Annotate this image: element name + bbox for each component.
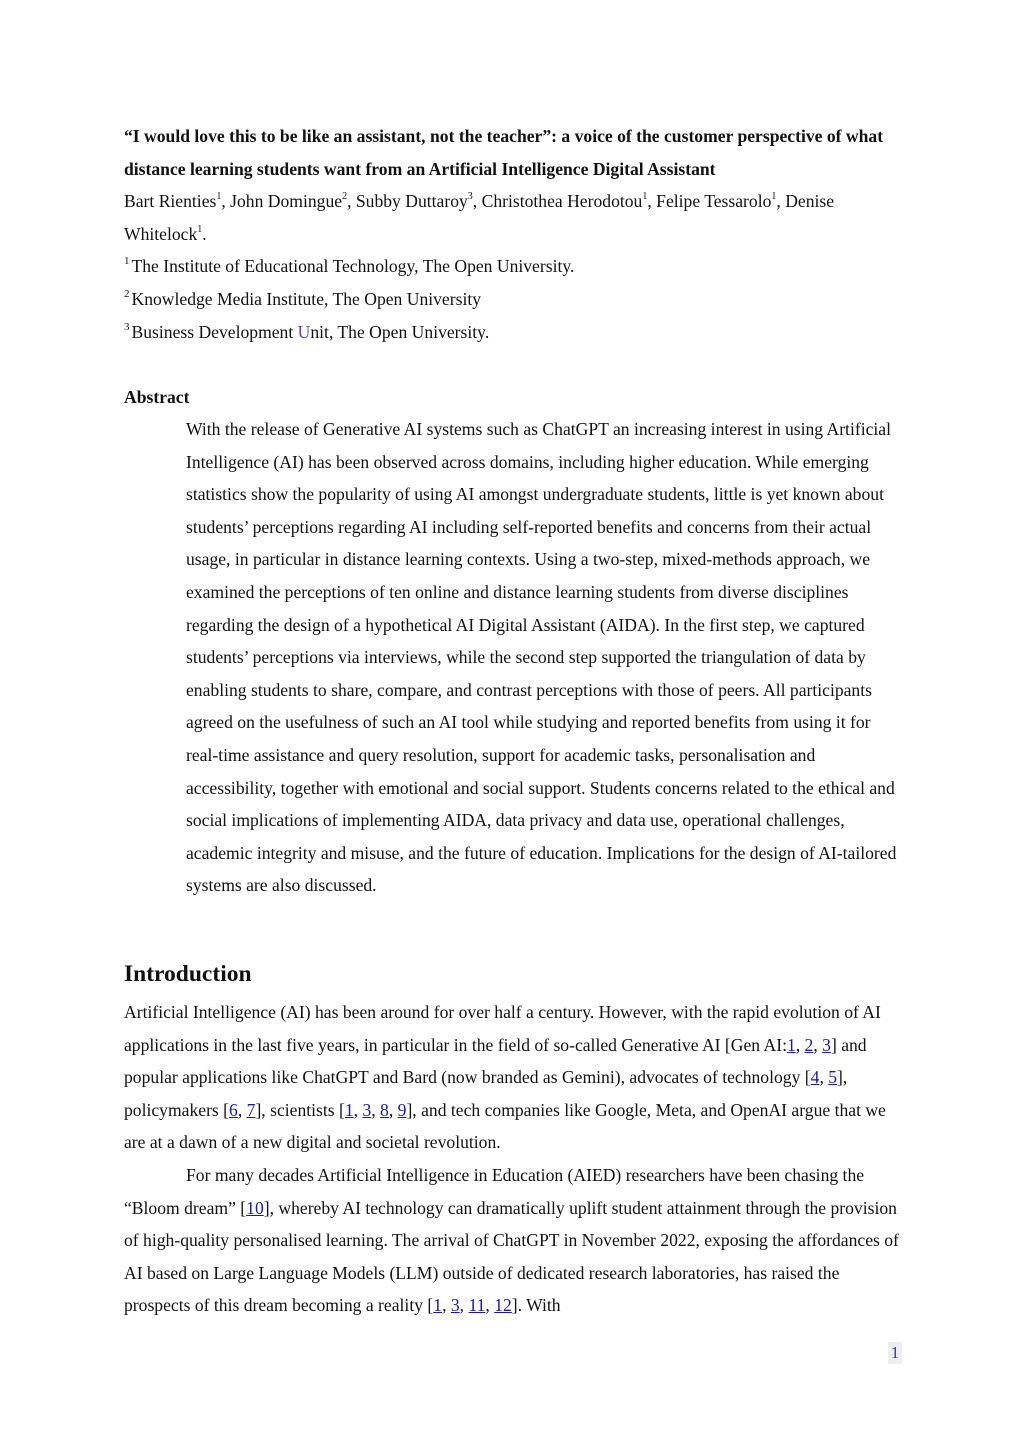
paragraph-text: ], policymakers [ <box>124 1067 848 1120</box>
author-affiliation-mark: 3 <box>467 191 473 203</box>
author-name: Felipe Tessarolo <box>656 191 772 211</box>
author-name: Christothea Herodotou <box>481 191 643 211</box>
paper-title: “I would love this to be like an assistant, not the teacher”: a voice of the customer perspective of what distance learning students want from an Artificial Intelligence Digital Assistant <box>124 126 884 179</box>
citation-link[interactable]: 1 <box>344 1099 354 1120</box>
affiliation-1 <box>124 250 574 282</box>
citation-link[interactable]: 5 <box>828 1067 838 1088</box>
affiliation-number: 3 <box>124 321 130 334</box>
introduction-heading: Introduction <box>124 961 252 987</box>
author-affiliation-mark: 1 <box>197 223 203 235</box>
affiliation-number: 1 <box>124 255 130 268</box>
citation-link[interactable]: 3 <box>822 1034 831 1055</box>
affiliation-highlight: U <box>297 322 311 342</box>
author-name: Bart Rienties <box>124 191 217 211</box>
citation-link[interactable]: 1 <box>433 1295 443 1316</box>
citation-link[interactable]: 10 <box>246 1197 264 1218</box>
affiliation-text: Knowledge Media Institute, The Open University <box>131 289 482 309</box>
author-name: Subby Duttaroy <box>355 191 468 211</box>
affiliation-2 <box>124 283 481 315</box>
citation-link[interactable]: 11 <box>468 1295 486 1316</box>
citation-link[interactable]: 6 <box>229 1099 238 1120</box>
author-affiliation-mark: 1 <box>642 191 648 203</box>
citation-link[interactable]: 3 <box>450 1295 460 1316</box>
citation-link[interactable]: 3 <box>362 1099 372 1120</box>
abstract-heading: Abstract <box>124 387 190 407</box>
paragraph-text: For many decades Artificial Intelligence in Education (AIED) researchers have been chasing the “Bloom dream” [ <box>124 1164 865 1218</box>
author-affiliation-mark: 1 <box>771 191 777 203</box>
page-number: 1 <box>888 1342 902 1364</box>
introduction-body <box>124 996 909 1322</box>
affiliation-3 <box>124 316 489 348</box>
affiliation-number: 2 <box>124 288 130 301</box>
affiliation-text: The Institute of Educational Technology, The Open University. <box>131 256 575 276</box>
introduction-paragraph-2: For many decades Artificial Intelligence in Education (AIED) researchers have been chasing the “Bloom dream” [10], whereby AI technology can dramatically uplift student attainment through the provision of high-quality personalised learning. The arrival of ChatGPT in November 2022, exposing the affordances of AI based on Large Language Models (LLM) outside of dedicated research laboratories, has raised the prospects of this dream becoming a reality [1, 3, 11, 12]. With <box>124 1164 899 1316</box>
citation-link[interactable]: 8 <box>380 1099 389 1120</box>
author-list: Bart Rienties$^1$, John Domingue$^2$, Subby Duttaroy$^3$, Christothea Herodotou$^1$, Felipe Tessarolo$^1$, Denise Whitelock$^1$. <box>124 191 835 244</box>
paragraph-text: Artificial Intelligence (AI) has been around for over half a century. However, with the rapid evolution of AI applications in the last five years, in particular in the field of so-called Generative AI [Gen AI: <box>124 1002 881 1055</box>
affiliation-text: nit, The Open University. <box>310 322 490 342</box>
citation-link[interactable]: 7 <box>246 1099 256 1120</box>
paragraph-text: ], and tech companies like Google, Meta, and OpenAI argue that we are at a dawn of a new digital and societal revolution. <box>124 1099 886 1153</box>
author-name: Denise Whitelock <box>124 191 835 244</box>
citation-link[interactable]: 2 <box>804 1034 814 1055</box>
author-affiliation-mark: 1 <box>216 191 222 203</box>
citation-link[interactable]: 1 <box>786 1034 796 1055</box>
citation-link[interactable]: 12 <box>494 1295 512 1316</box>
author-name: John Domingue <box>230 191 343 211</box>
paragraph-text: ] and popular applications like ChatGPT and Bard (now branded as Gemini), advocates of technology [ <box>124 1034 867 1088</box>
author-affiliation-mark: 2 <box>342 191 348 203</box>
introduction-paragraph-1: Artificial Intelligence (AI) has been around for over half a century. However, with the rapid evolution of AI applications in the last five years, in particular in the field of so-called Generative AI [Gen AI:1, 2, 3] and popular applications like ChatGPT and Bard (now branded as Gemini), advocates of technology [4, 5], policymakers [6, 7], scientists [1, 3, 8, 9], and tech companies like Google, Meta, and OpenAI argue that we are at a dawn of a new digital and societal revolution. <box>124 1002 886 1153</box>
paragraph-text: ], whereby AI technology can dramatically uplift student attainment through the provision of high-quality personalised learning. The arrival of ChatGPT in November 2022, exposing the affordances of AI based on Large Language Models (LLM) outside of dedicated research laboratories, has raised the prospects of this dream becoming a reality [ <box>124 1197 899 1316</box>
citation-link[interactable]: 9 <box>397 1099 407 1120</box>
affiliation-text: Business Development <box>131 322 298 342</box>
paragraph-text: ]. With <box>511 1295 561 1316</box>
paragraph-text: ], scientists [ <box>255 1099 345 1120</box>
citation-link[interactable]: 4 <box>810 1067 820 1088</box>
abstract-text: With the release of Generative AI systems such as ChatGPT an increasing interest in using Artificial Intelligence (AI) has been observed across domains, including higher education. While emerging statistics show the popularity of using AI amongst undergraduate students, little is yet known about students’ perceptions regarding AI including self-reported benefits and concerns from their actual usage, in particular in distance learning contexts. Using a two-step, mixed-methods approach, we examined the perceptions of ten online and distance learning students from diverse disciplines regarding the design of a hypothetical AI Digital Assistant (AIDA). In the first step, we captured students’ perceptions via interviews, while the second step supported the triangulation of data by enabling students to share, compare, and contrast perceptions with those of peers. All participants agreed on the usefulness of such an AI tool while studying and reported benefits from using it for real-time assistance and query resolution, support for academic tasks, personalisation and accessibility, together with emotional and social support. Students concerns related to the ethical and social implications of implementing AIDA, data privacy and data use, operational challenges, academic integrity and misuse, and the future of education. Implications for the design of AI-tailored systems are also discussed. <box>186 419 897 896</box>
